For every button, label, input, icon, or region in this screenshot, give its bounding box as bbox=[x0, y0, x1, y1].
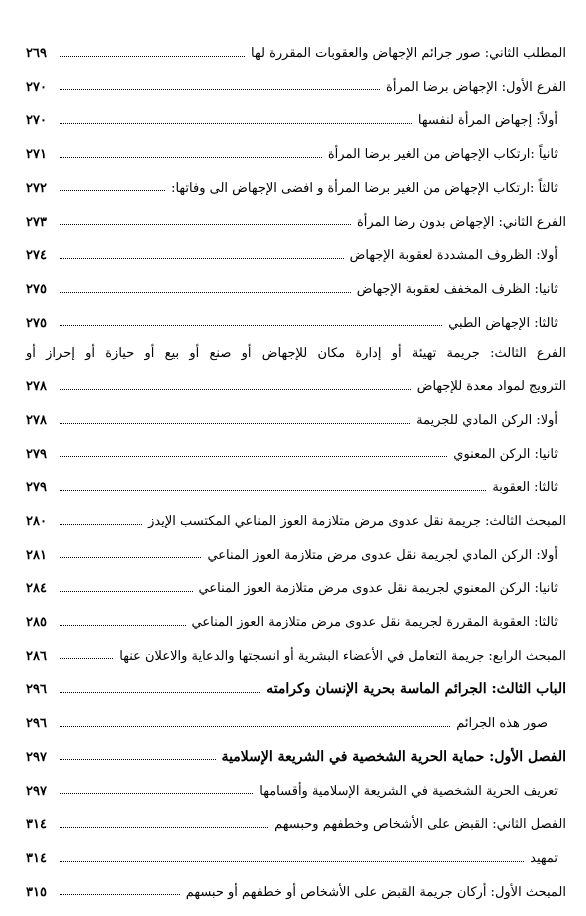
toc-entry bbox=[26, 331, 566, 361]
toc-entry bbox=[26, 799, 566, 833]
dot-leader bbox=[60, 557, 201, 558]
toc-page-number: ٢٧١ bbox=[26, 147, 47, 163]
dot-leader bbox=[60, 224, 351, 225]
dot-leader bbox=[60, 827, 268, 828]
toc-entry bbox=[26, 765, 566, 799]
toc-entry bbox=[26, 163, 566, 197]
toc-page-number: ٢٧٩ bbox=[26, 480, 47, 496]
toc-page-number: ٢٧٥ bbox=[26, 315, 47, 331]
toc-entry-title: الفرع الأول: الإجهاض برضا المرأة bbox=[386, 79, 566, 95]
dot-leader bbox=[60, 726, 450, 727]
toc-page-number: ٢٦٩ bbox=[26, 46, 47, 62]
toc-entry bbox=[26, 361, 566, 395]
toc-page-number: ٢٩٧ bbox=[26, 783, 47, 799]
toc-entry bbox=[26, 429, 566, 463]
toc-entry-title: أولا: الركن المادي لجريمة نقل عدوى مرض متلازمة العوز المناعي bbox=[207, 547, 558, 563]
toc-entry-title: صور هذه الجرائم bbox=[456, 716, 548, 732]
dot-leader bbox=[60, 423, 410, 424]
dot-leader bbox=[60, 56, 245, 57]
toc-entry-title: ثالثا: الإجهاض الطبي bbox=[448, 315, 558, 331]
toc-page-number: ٣١٤ bbox=[26, 817, 47, 833]
toc-entry bbox=[26, 264, 566, 298]
toc-entry-title: أولا: الظروف المشددة لعقوبة الإجهاض bbox=[349, 248, 558, 264]
toc-entry-title: ثالثا: العقوبة bbox=[492, 480, 558, 496]
dot-leader bbox=[60, 456, 447, 457]
toc-entry-title: ثانيا: الركن المعنوي bbox=[453, 446, 558, 462]
dot-leader bbox=[60, 123, 412, 124]
toc-page-number: ٣١٥ bbox=[26, 884, 47, 900]
toc-entry-title: تمهيد bbox=[530, 850, 558, 866]
toc-entry-title: ثانياً :ارتكاب الإجهاض من الغير برضا المرأة bbox=[327, 147, 558, 163]
toc-page-number: ٢٧٤ bbox=[26, 248, 47, 264]
toc-entry bbox=[26, 28, 566, 62]
toc-entry bbox=[26, 395, 566, 429]
toc-entry bbox=[26, 597, 566, 631]
toc-page-number: ٣١٤ bbox=[26, 850, 47, 866]
toc-entry-title: المطلب الثاني: صور جرائم الإجهاض والعقوبات المقررة لها bbox=[251, 46, 566, 62]
toc-entry-title: تعريف الحرية الشخصية في الشريعة الإسلامية وأقسامها bbox=[259, 783, 558, 799]
dot-leader bbox=[60, 591, 193, 592]
toc-entry bbox=[26, 62, 566, 96]
toc-entry bbox=[26, 462, 566, 496]
dot-leader bbox=[60, 861, 524, 862]
toc-page-number: ٢٧٨ bbox=[26, 379, 47, 395]
toc-entry-title: أولاً: إجهاض المرأة لنفسها bbox=[417, 113, 558, 129]
toc-entry-title: الترويج لمواد معدة للإجهاض bbox=[416, 379, 566, 395]
toc-page-number: ٢٩٦ bbox=[26, 716, 47, 732]
toc-page-number: ٢٧٠ bbox=[26, 79, 47, 95]
dot-leader bbox=[60, 258, 344, 259]
toc-entry-title: الفصل الثاني: القبض على الأشخاص وخطفهم وحبسهم bbox=[274, 817, 566, 833]
dot-leader bbox=[60, 325, 442, 326]
dot-leader bbox=[60, 524, 142, 525]
dot-leader bbox=[60, 658, 113, 659]
dot-leader bbox=[60, 625, 186, 626]
toc-entry-title: ثانيا: الركن المعنوي لجريمة نقل عدوى مرض متلازمة العوز المناعي bbox=[198, 581, 558, 597]
toc-page-number: ٢٨٤ bbox=[26, 581, 47, 597]
toc-entry bbox=[26, 833, 566, 867]
toc-entry-title: ثالثاً :ارتكاب الإجهاض من الغير برضا المرأة و افضى الإجهاض الى وفاتها: bbox=[171, 180, 558, 196]
toc-entry bbox=[26, 698, 566, 732]
toc-entry bbox=[26, 563, 566, 597]
toc-entry-title: ثالثا: العقوبة المقررة لجريمة نقل عدوى مرض متلازمة العوز المناعي bbox=[191, 615, 558, 631]
dot-leader bbox=[60, 190, 165, 191]
toc-entry bbox=[26, 732, 566, 766]
toc-page-number: ٢٩٧ bbox=[26, 749, 47, 765]
dot-leader bbox=[60, 157, 322, 158]
dot-leader bbox=[60, 793, 253, 794]
toc-entry bbox=[26, 230, 566, 264]
toc-entry-title: ثانيا: الظرف المخفف لعقوبة الإجهاض bbox=[356, 281, 558, 297]
toc-page-number: ٢٧٥ bbox=[26, 281, 47, 297]
dot-leader bbox=[60, 292, 351, 293]
toc-page-number: ٢٨٦ bbox=[26, 648, 47, 664]
toc-entry-title: المبحث الأول: أركان جريمة القبض على الأشخاص أو خطفهم أو حبسهم bbox=[185, 884, 566, 900]
toc-entry-title: الفرع الثالث: جريمة تهيئة أو إدارة مكان للإجهاض أو صنع أو بيع أو حيازة أو إحراز أو bbox=[26, 345, 566, 361]
toc-page-number: ٢٨٠ bbox=[26, 514, 47, 530]
toc-entry bbox=[26, 867, 566, 901]
toc-entry bbox=[26, 496, 566, 530]
dot-leader bbox=[60, 389, 411, 390]
toc-entry bbox=[26, 129, 566, 163]
toc-page-number: ٢٧٣ bbox=[26, 214, 47, 230]
toc-page-number: ٢٨١ bbox=[26, 547, 47, 563]
toc-page-number: ٢٧٨ bbox=[26, 412, 47, 428]
dot-leader bbox=[60, 894, 180, 895]
toc-entry-title: الباب الثالث: الجرائم الماسة بحرية الإنسان وكرامته bbox=[266, 681, 566, 698]
toc-entry bbox=[26, 298, 566, 332]
toc-entry-title: الفرع الثاني: الإجهاض بدون رضا المرأة bbox=[357, 214, 566, 230]
toc-page-number: ٢٧٢ bbox=[26, 180, 47, 196]
toc-entry bbox=[26, 631, 566, 665]
dot-leader bbox=[60, 759, 216, 760]
toc-page-number: ٢٧٩ bbox=[26, 446, 47, 462]
toc-entry-title: المبحث الرابع: جريمة التعامل في الأعضاء البشرية أو انسجتها والدعاية والاعلان عنها bbox=[119, 648, 566, 664]
toc-entry bbox=[26, 196, 566, 230]
toc-page-number: ٢٨٥ bbox=[26, 615, 47, 631]
dot-leader bbox=[60, 89, 380, 90]
table-of-contents bbox=[26, 28, 566, 900]
toc-entry bbox=[26, 664, 566, 698]
toc-entry bbox=[26, 530, 566, 564]
dot-leader bbox=[60, 692, 260, 693]
toc-page-number: ٢٧٠ bbox=[26, 113, 47, 129]
toc-entry-title: أولا: الركن المادي للجريمة bbox=[416, 412, 558, 428]
dot-leader bbox=[60, 490, 486, 491]
toc-entry-title: المبحث الثالث: جريمة نقل عدوى مرض متلازمة العوز المناعي المكتسب الإيدز bbox=[148, 514, 566, 530]
toc-entry bbox=[26, 95, 566, 129]
toc-entry-title: الفصل الأول: حماية الحرية الشخصية في الشريعة الإسلامية bbox=[221, 748, 566, 765]
toc-page-number: ٢٩٦ bbox=[26, 682, 47, 698]
